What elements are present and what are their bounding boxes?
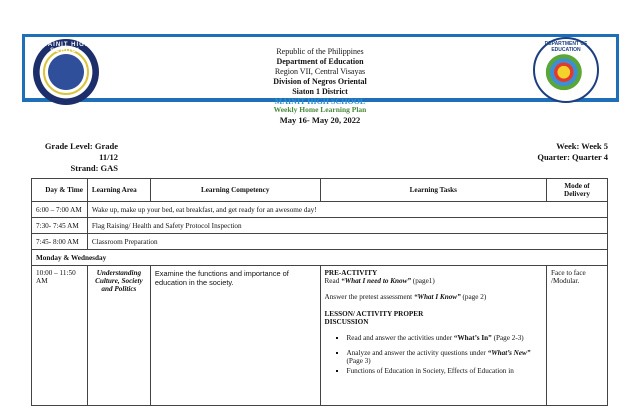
deped-logo: DEPARTMENT OF EDUCATION: [533, 37, 599, 103]
table-row: 6:00 – 7:00 AM Wake up, make up your bed, eat breakfast, and get ready for an awesome day!: [32, 202, 608, 218]
learning-plan-table: [31, 178, 608, 406]
table-header: Day & Time Learning Area Learning Competency Learning Tasks Mode of Delivery: [32, 179, 608, 202]
list-item: ▪ Analyze and answer the activity questions under “What’s New” (Page 3): [347, 349, 543, 365]
table-row: 7:45- 8:00 AM Classroom Preparation: [32, 234, 608, 250]
day-row: Monday & Wednesday: [32, 250, 608, 266]
table-row: 7:30- 7:45 AM Flag Raising/ Health and Safety Protocol Inspection: [32, 218, 608, 234]
learning-tasks: PRE-ACTIVITY Read “What I need to Know” (page1) Answer the pretest assessment “What I Know” (page 2) LESSON/ ACTIVITY PROPER DISCUSSION ▪ Read and answer the activities under “What’s In” (Page 2-3) ▪ Analyze and answer the activity questions under “What’s New” (Page 3) ▪ Functions of Education in Society, Effects of Education in: [320, 266, 547, 406]
header-text: Republic of the Philippines Department of Education Region VII, Central Visayas Division of Negros Oriental Siaton 1 District MAINIT HIGH SCHOOL: [273, 47, 367, 106]
school-logo: MAINIT HIGH SCHOOL: [33, 39, 99, 105]
list-item: ▪ Read and answer the activities under “What’s In” (Page 2-3): [347, 334, 543, 342]
table-row: 10:00 – 11:50 AM Understanding Culture, Society and Politics Examine the functions and importance of education in the society. PRE-ACTIVITY Read “What I need to Know” (page1) Answer the pretest assessment “What I Know” (page 2) LESSON/ ACTIVITY PROPER DISCUSSION ▪ Read and answer the activities under “What’s In” (Page 2-3) ▪ Analyze and answer the activity questions under “What’s New” (Page 3) ▪ Functions of Education in Society, Effects of Education in Face to face /Modular.: [32, 266, 608, 406]
week-quarter: Week: Week 5 Quarter: Quarter 4: [537, 141, 608, 162]
task-list: [347, 334, 543, 375]
plan-title-block: Weekly Home Learning Plan May 16- May 20, 2022: [273, 105, 367, 125]
grade-strand: Grade Level: Grade 11/12 Strand: GAS: [44, 141, 118, 173]
list-item: ▪ Functions of Education in Society, Effects of Education in: [347, 367, 543, 375]
